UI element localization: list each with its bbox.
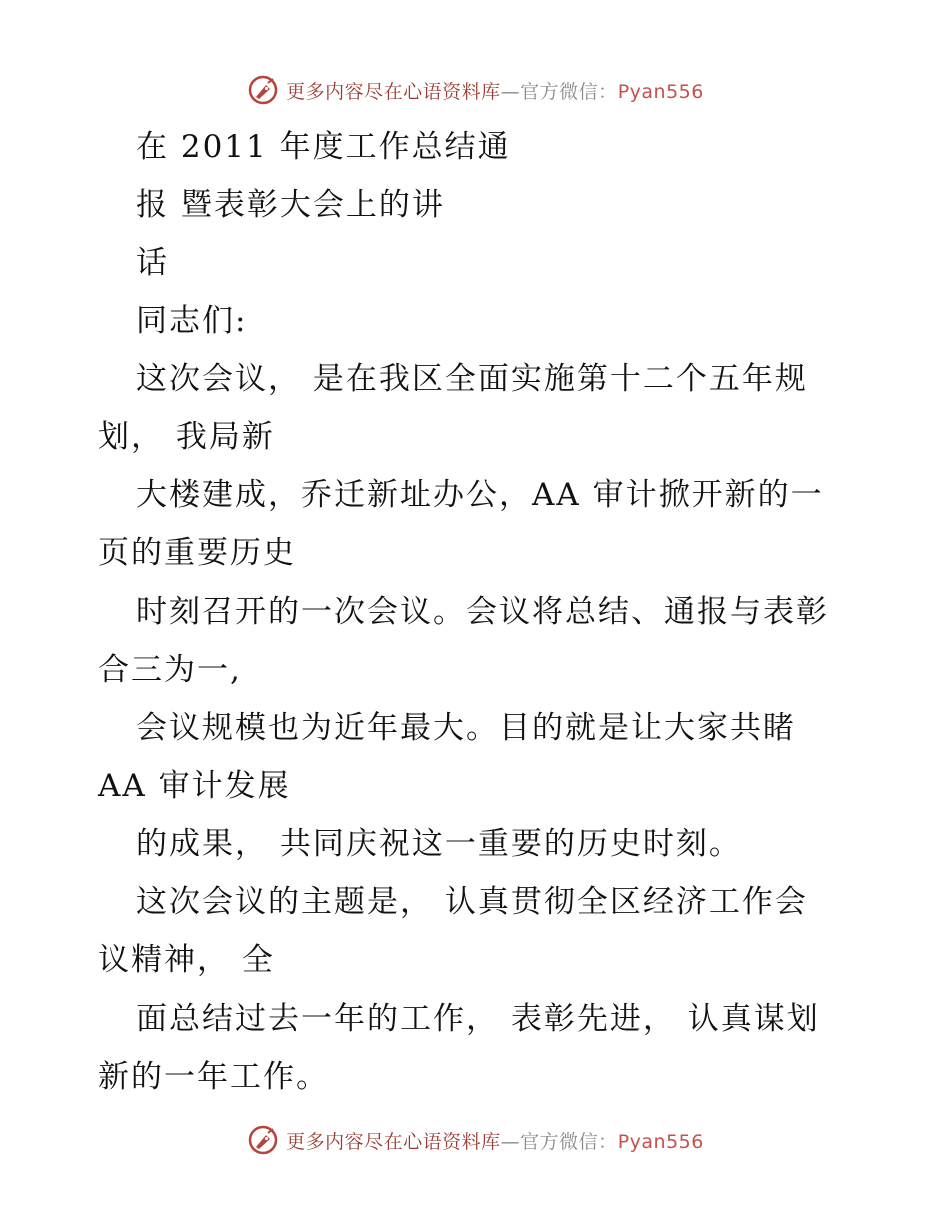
body-line: 议精神， 全	[98, 942, 275, 978]
body-line: AA 审计发展	[98, 768, 291, 804]
body-line: 的成果， 共同庆祝这一重要的历史时刻。	[136, 826, 742, 862]
banner-brand: 更多内容尽在心语资料库	[286, 80, 501, 103]
banner-text	[286, 1127, 704, 1154]
banner-separator: —	[500, 1130, 521, 1153]
banner-wechat-id: Pyan556	[617, 1130, 704, 1153]
body-line: 会议规模也为近年最大。目的就是让大家共睹	[136, 710, 796, 746]
banner-separator: —	[500, 80, 521, 103]
body-line: 划， 我局新	[98, 419, 275, 455]
banner-wechat-id: Pyan556	[617, 80, 704, 103]
body-line: 面总结过去一年的工作， 表彰先进， 认真谋划	[136, 1001, 820, 1037]
body-line: 大楼建成，乔迁新址办公，AA 审计掀开新的一	[136, 477, 824, 513]
banner-wechat-label: 官方微信：	[520, 80, 618, 103]
footer-banner	[0, 1120, 950, 1160]
banner-wechat-label: 官方微信：	[520, 1130, 618, 1153]
title-line-2: 报 暨表彰大会上的讲	[136, 187, 445, 223]
body-line: 这次会议， 是在我区全面实施第十二个五年规	[136, 361, 808, 397]
body-line: 时刻召开的一次会议。会议将总结、通报与表彰	[136, 594, 829, 630]
title-line-1: 在 2011 年度工作总结通	[136, 129, 511, 165]
title-line-3: 话	[136, 245, 169, 281]
body-line: 合三为一,	[98, 652, 242, 688]
body-line: 这次会议的主题是， 认真贯彻全区经济工作会	[136, 884, 808, 920]
body-line: 新的一年工作。	[98, 1059, 329, 1095]
body-line: 页的重要历史	[98, 535, 296, 571]
salutation: 同志们:	[136, 303, 248, 339]
pen-nib-circle-icon	[246, 1123, 280, 1157]
banner-brand: 更多内容尽在心语资料库	[286, 1130, 501, 1153]
